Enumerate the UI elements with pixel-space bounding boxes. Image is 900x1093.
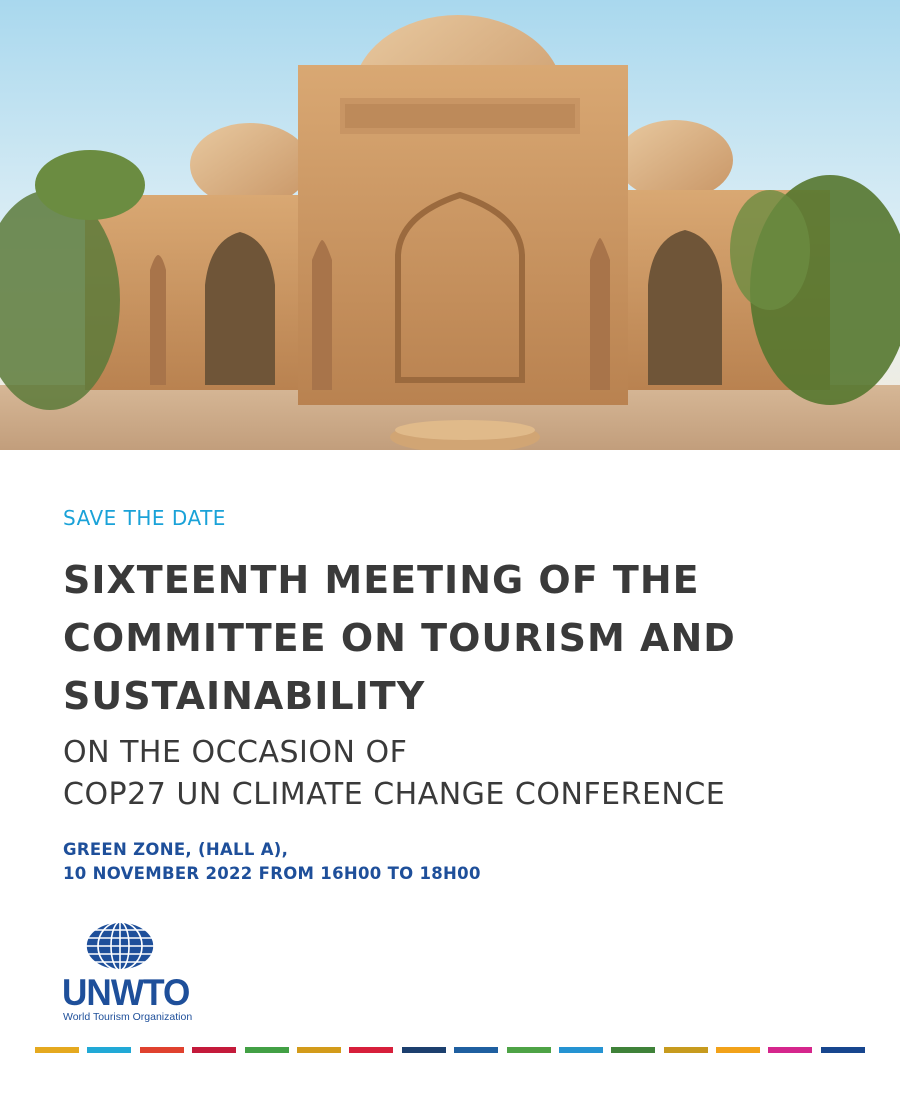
color-bar-segment: [297, 1047, 341, 1053]
color-bar-segment: [559, 1047, 603, 1053]
color-bar-segment: [349, 1047, 393, 1053]
venue-date-time: 10 NOVEMBER 2022 FROM 16H00 TO 18H00: [63, 864, 481, 883]
color-bar-segment: [507, 1047, 551, 1053]
color-bar-segment: [716, 1047, 760, 1053]
hero-photo: [0, 0, 900, 450]
color-bar-segment: [402, 1047, 446, 1053]
color-bar-segment: [87, 1047, 131, 1053]
event-subtitle-line: ON THE OCCASION OF: [63, 735, 408, 770]
venue-location: GREEN ZONE, (HALL A),: [63, 840, 289, 859]
event-subtitle: [63, 732, 883, 816]
color-bar-segment: [664, 1047, 708, 1053]
event-title-line: SIXTEENTH MEETING OF THE: [63, 558, 700, 602]
color-bar-segment: [454, 1047, 498, 1053]
event-title: [63, 551, 863, 725]
color-bar-segment: [35, 1047, 79, 1053]
event-subtitle-line: COP27 UN CLIMATE CHANGE CONFERENCE: [63, 777, 726, 812]
color-bar-segment: [611, 1047, 655, 1053]
un-globe-icon: [84, 920, 156, 972]
color-bar-segment: [821, 1047, 865, 1053]
sdg-color-bar: [35, 1047, 865, 1053]
color-bar-segment: [245, 1047, 289, 1053]
arched-gate-photo-icon: [0, 0, 900, 450]
color-bar-segment: [192, 1047, 236, 1053]
event-title-line: SUSTAINABILITY: [63, 674, 426, 718]
color-bar-segment: [768, 1047, 812, 1053]
color-bar-segment: [140, 1047, 184, 1053]
save-the-date-label: SAVE THE DATE: [63, 506, 226, 530]
logo-wordmark: UNWTO: [62, 972, 190, 1013]
unwto-logo: [58, 920, 193, 1030]
logo-tagline: World Tourism Organization: [63, 1011, 193, 1023]
event-venue: [63, 838, 481, 886]
event-title-line: COMMITTEE ON TOURISM AND: [63, 616, 736, 660]
